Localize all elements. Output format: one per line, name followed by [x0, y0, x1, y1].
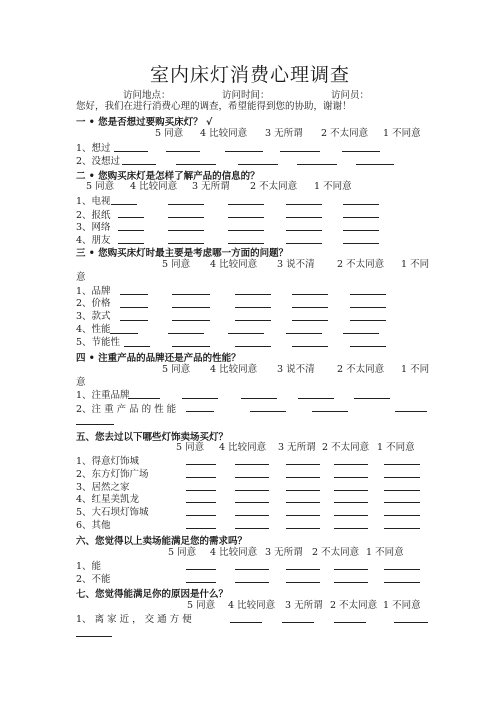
q1-item-1: 1、想过 — [76, 143, 111, 154]
q5-blank[interactable] — [384, 490, 420, 491]
q2-blank[interactable] — [118, 243, 144, 244]
q3-blank[interactable] — [120, 320, 148, 321]
q5-item-2: 2、东方灯饰广场 — [76, 469, 149, 480]
q3-scale-2: 2 不太同意 — [337, 259, 385, 270]
q3-scale-4: 4 比较同意 — [210, 259, 258, 270]
q5-blank[interactable] — [235, 490, 269, 491]
q5-item-6: 6、其他 — [76, 520, 111, 531]
q3-scale-5: 5 同意 — [162, 259, 191, 270]
q5-blank[interactable] — [286, 515, 320, 516]
q2-blank[interactable] — [168, 204, 204, 205]
q7-scale-3: 3 无所谓 — [285, 600, 323, 611]
q5-scale-5: 5 同意 — [176, 442, 205, 453]
q6-scale-1: 1 不同意 — [366, 547, 404, 558]
q3-blank[interactable] — [120, 307, 148, 308]
q5-blank[interactable] — [186, 528, 216, 529]
q4-scale-1: 1 不同 — [401, 364, 430, 375]
q3-title: 三 • 您购买床灯时最主要是考虑哪一方面的问题？ — [76, 248, 289, 259]
q6-blank[interactable] — [384, 569, 420, 570]
q2-blank[interactable] — [228, 204, 264, 205]
q7-blank[interactable] — [230, 622, 262, 623]
q1-blank[interactable] — [122, 164, 156, 165]
q3-blank[interactable] — [172, 307, 210, 308]
q2-blank[interactable] — [286, 204, 322, 205]
page-title: 室内床灯消费心理调查 — [149, 64, 350, 86]
q1-scale-4: 4 比较同意 — [200, 128, 248, 139]
intro-text: 您好，我们在进行消费心理的调查，希望能得到您的协助，谢谢！ — [76, 101, 352, 112]
q4-scale-wrap: 意 — [76, 377, 86, 388]
q7-title: 七、您觉得能满足你的原因是什么？ — [76, 589, 229, 600]
q3-blank[interactable] — [110, 333, 138, 334]
q5-blank[interactable] — [334, 490, 368, 491]
q5-blank[interactable] — [235, 477, 269, 478]
q2-blank[interactable] — [168, 217, 204, 218]
q2-scale-3: 3 无所谓 — [192, 181, 230, 192]
q6-blank[interactable] — [334, 582, 368, 583]
q6-item-2: 2、不能 — [76, 574, 111, 585]
q1-title: 一 • 您是否想过要购买床灯？ √ — [76, 117, 213, 128]
q5-blank[interactable] — [235, 502, 269, 503]
q3-blank[interactable] — [228, 333, 264, 334]
q5-blank[interactable] — [384, 502, 420, 503]
q6-blank[interactable] — [286, 582, 320, 583]
q2-item-1: 1、电视 — [76, 196, 111, 207]
q4-blank[interactable] — [241, 398, 277, 399]
q2-blank[interactable] — [286, 230, 322, 231]
q1-blank[interactable] — [280, 151, 320, 152]
q5-blank[interactable] — [235, 528, 269, 529]
q4-title: 四 • 注重产品的品牌还是产品的性能？ — [76, 353, 241, 364]
q5-blank[interactable] — [384, 464, 420, 465]
q3-blank[interactable] — [350, 294, 386, 295]
q4-item-2: 2、注 重 产 品 的 性 能 — [76, 404, 177, 415]
q5-blank[interactable] — [334, 515, 368, 516]
q3-blank[interactable] — [343, 333, 379, 334]
q2-scale-1: 1 不同意 — [314, 181, 352, 192]
q2-scale-4: 4 比较同意 — [130, 181, 178, 192]
q7-scale-4: 4 比较同意 — [228, 600, 276, 611]
q1-scale-3: 3 无所谓 — [265, 128, 303, 139]
q2-blank[interactable] — [343, 204, 379, 205]
q6-scale-4: 4 比较同意 — [210, 547, 258, 558]
q3-scale-3: 3 说不清 — [277, 259, 315, 270]
q5-blank[interactable] — [286, 464, 320, 465]
q6-blank[interactable] — [186, 582, 216, 583]
q2-blank[interactable] — [168, 243, 204, 244]
q3-blank[interactable] — [168, 333, 204, 334]
q6-blank[interactable] — [235, 582, 269, 583]
q3-scale-1: 1 不同 — [401, 259, 430, 270]
meta-time: 访问时间： — [222, 90, 270, 101]
q5-blank[interactable] — [286, 502, 320, 503]
q2-blank[interactable] — [168, 230, 204, 231]
q6-scale-5: 5 同意 — [168, 547, 197, 558]
q3-item-5: 5、节能性 — [76, 337, 121, 348]
q2-blank[interactable] — [343, 230, 379, 231]
q6-blank[interactable] — [384, 582, 420, 583]
q7-scale-2: 2 不太同意 — [330, 600, 378, 611]
q3-blank[interactable] — [235, 346, 271, 347]
q3-item-3: 3、款式 — [76, 311, 111, 322]
q6-scale-3: 3 无所谓 — [265, 547, 303, 558]
q5-blank[interactable] — [186, 477, 216, 478]
q4-blank[interactable] — [128, 398, 160, 399]
q2-blank[interactable] — [343, 243, 379, 244]
q4-scale-4: 4 比较同意 — [210, 364, 258, 375]
q2-blank[interactable] — [286, 217, 322, 218]
q3-blank[interactable] — [350, 320, 386, 321]
q1-blank[interactable] — [342, 151, 380, 152]
q7-blank[interactable] — [282, 622, 314, 623]
q5-scale-3: 3 无所谓 — [278, 442, 316, 453]
q3-blank[interactable] — [292, 320, 328, 321]
q4-blank[interactable] — [186, 411, 214, 412]
q5-blank[interactable] — [186, 515, 216, 516]
meta-place: 访问地点： — [123, 90, 171, 101]
q2-blank[interactable] — [286, 243, 322, 244]
q4-blank[interactable] — [182, 398, 218, 399]
q3-blank[interactable] — [292, 307, 328, 308]
q5-blank[interactable] — [334, 464, 368, 465]
q6-blank[interactable] — [286, 569, 320, 570]
q1-blank[interactable] — [166, 151, 200, 152]
q2-blank[interactable] — [228, 230, 264, 231]
q4-blank[interactable] — [250, 411, 286, 412]
q5-item-4: 4、红星美凯龙 — [76, 494, 140, 505]
q3-blank[interactable] — [124, 346, 150, 347]
q3-blank[interactable] — [292, 294, 328, 295]
q1-scale-2: 2 不太同意 — [321, 128, 369, 139]
q5-item-5: 5、大石坝灯饰城 — [76, 507, 149, 518]
q5-blank[interactable] — [286, 528, 320, 529]
q3-blank[interactable] — [235, 307, 271, 308]
q4-blank[interactable] — [76, 424, 114, 425]
q5-blank[interactable] — [235, 515, 269, 516]
q2-item-4: 4、朋友 — [76, 235, 111, 246]
q3-item-1: 1、品牌 — [76, 286, 111, 297]
q2-blank[interactable] — [111, 204, 137, 205]
q6-blank[interactable] — [235, 569, 269, 570]
q7-scale-5: 5 同意 — [187, 600, 216, 611]
q5-blank[interactable] — [186, 502, 216, 503]
q2-blank[interactable] — [118, 217, 144, 218]
q3-blank[interactable] — [172, 320, 210, 321]
q1-blank[interactable] — [225, 151, 263, 152]
q6-blank[interactable] — [186, 569, 216, 570]
q5-blank[interactable] — [235, 464, 269, 465]
q3-blank[interactable] — [172, 294, 210, 295]
q5-blank[interactable] — [334, 477, 368, 478]
q1-blank[interactable] — [297, 164, 337, 165]
q2-blank[interactable] — [343, 217, 379, 218]
q5-blank[interactable] — [186, 490, 216, 491]
q3-item-4: 4、性能 — [76, 324, 111, 335]
q2-blank[interactable] — [118, 230, 144, 231]
q7-item-1: 1、 离 家 近 ， 交 通 方 便 — [76, 614, 192, 625]
q4-item-1: 1、注重品牌 — [76, 390, 130, 401]
q6-blank[interactable] — [334, 569, 368, 570]
q6-scale-2: 2 不太同意 — [312, 547, 360, 558]
q1-blank[interactable] — [238, 164, 278, 165]
q3-scale-wrap: 意 — [76, 272, 86, 283]
q5-blank[interactable] — [334, 528, 368, 529]
q5-item-3: 3、居然之家 — [76, 482, 130, 493]
q3-blank[interactable] — [235, 294, 271, 295]
q4-blank[interactable] — [298, 398, 334, 399]
q3-blank[interactable] — [350, 307, 386, 308]
q5-item-1: 1、得意灯饰城 — [76, 456, 140, 467]
q3-blank[interactable] — [120, 294, 148, 295]
q5-blank[interactable] — [286, 477, 320, 478]
q5-blank[interactable] — [334, 502, 368, 503]
q3-item-2: 2、价格 — [76, 298, 111, 309]
q7-blank[interactable] — [394, 622, 428, 623]
q1-item-2: 2、没想过 — [76, 156, 121, 167]
q5-blank[interactable] — [384, 477, 420, 478]
q2-scale-5: 5 同意 — [86, 181, 115, 192]
q7-blank[interactable] — [334, 622, 366, 623]
q4-blank[interactable] — [395, 411, 427, 412]
q5-scale-2: 2 不太同意 — [322, 442, 370, 453]
q3-blank[interactable] — [350, 346, 386, 347]
q3-blank[interactable] — [292, 346, 328, 347]
q2-blank[interactable] — [228, 243, 264, 244]
q4-blank[interactable] — [312, 411, 348, 412]
q1-scale-1: 1 不同意 — [383, 128, 421, 139]
q5-blank[interactable] — [286, 490, 320, 491]
q6-item-1: 1、能 — [76, 561, 102, 572]
q7-scale-1: 1 不同意 — [383, 600, 421, 611]
q5-blank[interactable] — [384, 528, 420, 529]
q5-blank[interactable] — [384, 515, 420, 516]
q2-item-3: 3、网络 — [76, 222, 111, 233]
q1-blank[interactable] — [176, 164, 216, 165]
q1-scale-5: 5 同意 — [155, 128, 184, 139]
meta-interviewer: 访问员： — [331, 90, 370, 101]
q1-blank[interactable] — [356, 164, 394, 165]
q4-blank[interactable] — [354, 398, 390, 399]
q5-scale-1: 1 不同意 — [377, 442, 415, 453]
q7-blank[interactable] — [76, 636, 112, 637]
q2-scale-2: 2 不太同意 — [250, 181, 298, 192]
q3-blank[interactable] — [235, 320, 271, 321]
q4-scale-2: 2 不太同意 — [337, 364, 385, 375]
q5-scale-4: 4 比较同意 — [219, 442, 267, 453]
q1-blank[interactable] — [114, 151, 148, 152]
q6-title: 六、您觉得以上卖场能满足您的需求吗？ — [76, 536, 248, 547]
q4-scale-5: 5 同意 — [162, 364, 191, 375]
q5-blank[interactable] — [186, 464, 216, 465]
q4-scale-3: 3 说不清 — [277, 364, 315, 375]
q2-item-2: 2、报纸 — [76, 210, 111, 221]
q3-blank[interactable] — [286, 333, 322, 334]
q5-title: 五、您去过以下哪些灯饰卖场买灯？ — [76, 432, 229, 443]
q2-blank[interactable] — [228, 217, 264, 218]
q2-title: 二 • 您购买床灯是怎样了解产品的信息的？ — [76, 171, 260, 182]
q3-blank[interactable] — [172, 346, 210, 347]
